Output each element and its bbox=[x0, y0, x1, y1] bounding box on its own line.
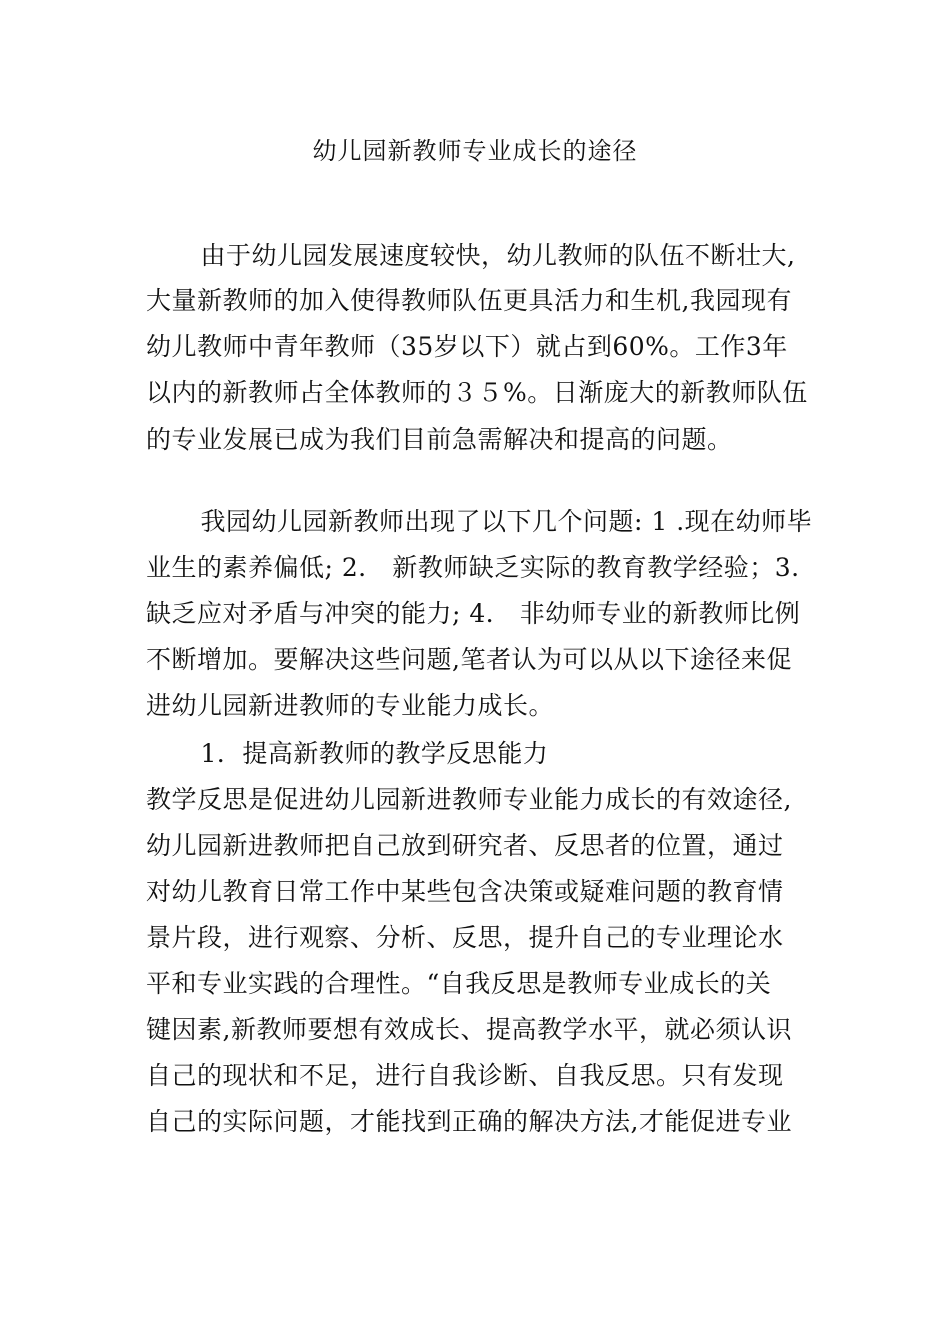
paragraph-line: 幼儿教师中青年教师（35岁以下）就占到60%。工作3年 bbox=[146, 332, 788, 361]
paragraph-line: 自己的现状和不足，进行自我诊断、自我反思。只有发现 bbox=[146, 1061, 784, 1090]
paragraph-line: 大量新教师的加入使得教师队伍更具活力和生机,我园现有 bbox=[146, 286, 792, 315]
paragraph-line: 对幼儿教育日常工作中某些包含决策或疑难问题的教育情 bbox=[146, 877, 784, 906]
paragraph-line: 由于幼儿园发展速度较快，幼儿教师的队伍不断壮大, bbox=[175, 241, 796, 270]
paragraph-line: 我园幼儿园新教师出现了以下几个问题: 1 .现在幼师毕 bbox=[175, 507, 813, 536]
paragraph-line: 景片段，进行观察、分析、反思，提升自己的专业理论水 bbox=[146, 923, 784, 952]
paragraph-line: 以内的新教师占全体教师的３５%。日渐庞大的新教师队伍 bbox=[146, 378, 808, 407]
section-heading: 1．提高新教师的教学反思能力 bbox=[175, 739, 549, 768]
paragraph-line: 幼儿园新进教师把自己放到研究者、反思者的位置，通过 bbox=[146, 831, 784, 860]
paragraph-line: 的专业发展已成为我们目前急需解决和提高的问题。 bbox=[146, 425, 733, 454]
paragraph-line: 业生的素养偏低; 2． 新教师缺乏实际的教育教学经验；3. bbox=[146, 553, 800, 582]
paragraph-line: 教学反思是促进幼儿园新进教师专业能力成长的有效途径, bbox=[146, 785, 792, 814]
paragraph-line: 平和专业实践的合理性。“自我反思是教师专业成长的关 bbox=[146, 969, 772, 998]
paragraph-line: 缺乏应对矛盾与冲突的能力; 4． 非幼师专业的新教师比例 bbox=[146, 599, 801, 628]
paragraph-line: 不断增加。要解决这些问题,笔者认为可以从以下途径来促 bbox=[146, 645, 792, 674]
paragraph-line: 自己的实际问题，才能找到正确的解决方法,才能促进专业 bbox=[146, 1107, 792, 1136]
document-title: 幼儿园新教师专业成长的途径 bbox=[312, 137, 638, 165]
paragraph-line: 键因素,新教师要想有效成长、提高教学水平，就必须认识 bbox=[146, 1015, 792, 1044]
paragraph-line: 进幼儿园新进教师的专业能力成长。 bbox=[146, 691, 555, 720]
